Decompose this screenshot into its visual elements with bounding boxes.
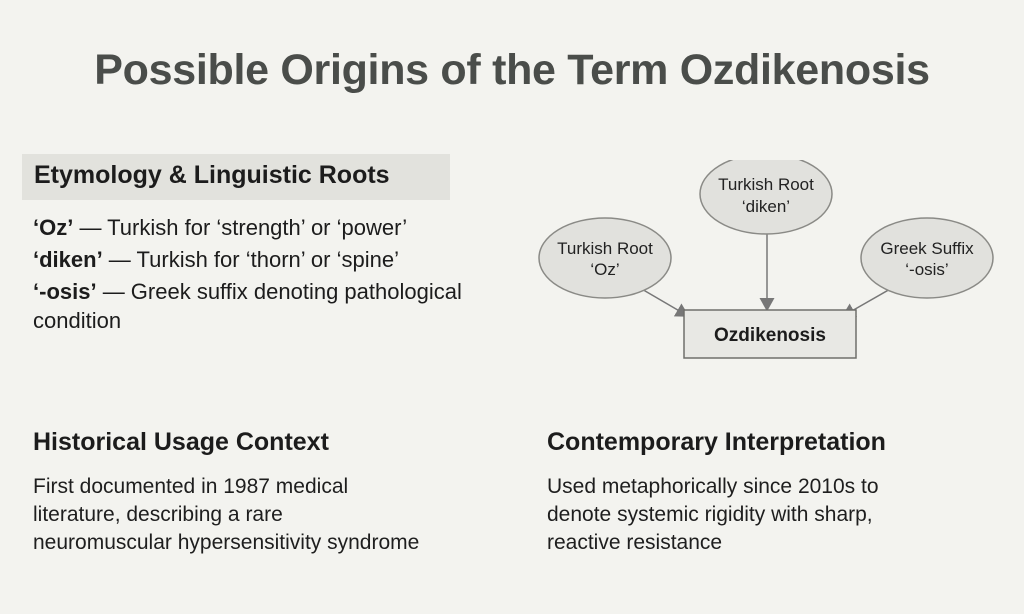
node-label-line2: ‘-osis’ [905, 260, 949, 279]
contemporary-line: reactive resistance [547, 531, 723, 554]
historical-line: First documented in 1987 medical [33, 475, 349, 498]
etymology-term: ‘diken’ [33, 247, 103, 272]
etymology-term: ‘Oz’ [33, 215, 74, 240]
node-label-line1: Turkish Root [718, 175, 814, 194]
node-greek-suffix-osis [861, 218, 993, 298]
contemporary-body [547, 473, 987, 557]
etymology-term: ‘-osis’ [33, 279, 97, 304]
historical-body [33, 473, 513, 557]
node-turkish-root-oz [539, 218, 671, 298]
node-turkish-root-diken [700, 160, 832, 234]
etymology-item-osis [33, 277, 493, 335]
etymology-item-oz [33, 213, 493, 242]
node-label-line1: Turkish Root [557, 239, 653, 258]
etymology-desc: — Turkish for ‘thorn’ or ‘spine’ [102, 247, 399, 272]
origin-diagram [530, 160, 1010, 370]
historical-line: neuromuscular hypersensitivity syndrome [33, 531, 420, 554]
etymology-desc: — Greek suffix denoting pathological condition [33, 279, 462, 333]
edge-oz-to-target [640, 288, 688, 316]
node-label-line2: ‘diken’ [741, 197, 791, 216]
etymology-heading: Etymology & Linguistic Roots [22, 154, 450, 200]
etymology-list [33, 213, 493, 338]
historical-heading: Historical Usage Context [33, 428, 329, 456]
etymology-item-diken [33, 245, 493, 274]
etymology-desc: — Turkish for ‘strength’ or ‘power’ [73, 215, 408, 240]
historical-line: literature, describing a rare [33, 503, 283, 526]
page-title: Possible Origins of the Term Ozdikenosis [94, 46, 930, 94]
contemporary-line: denote systemic rigidity with sharp, [547, 503, 873, 526]
node-label-line2: ‘Oz’ [590, 260, 620, 279]
contemporary-heading: Contemporary Interpretation [547, 428, 886, 456]
node-target-ozdikenosis [684, 310, 856, 358]
target-label: Ozdikenosis [714, 325, 826, 346]
node-label-line1: Greek Suffix [880, 239, 974, 258]
contemporary-line: Used metaphorically since 2010s to [547, 475, 879, 498]
